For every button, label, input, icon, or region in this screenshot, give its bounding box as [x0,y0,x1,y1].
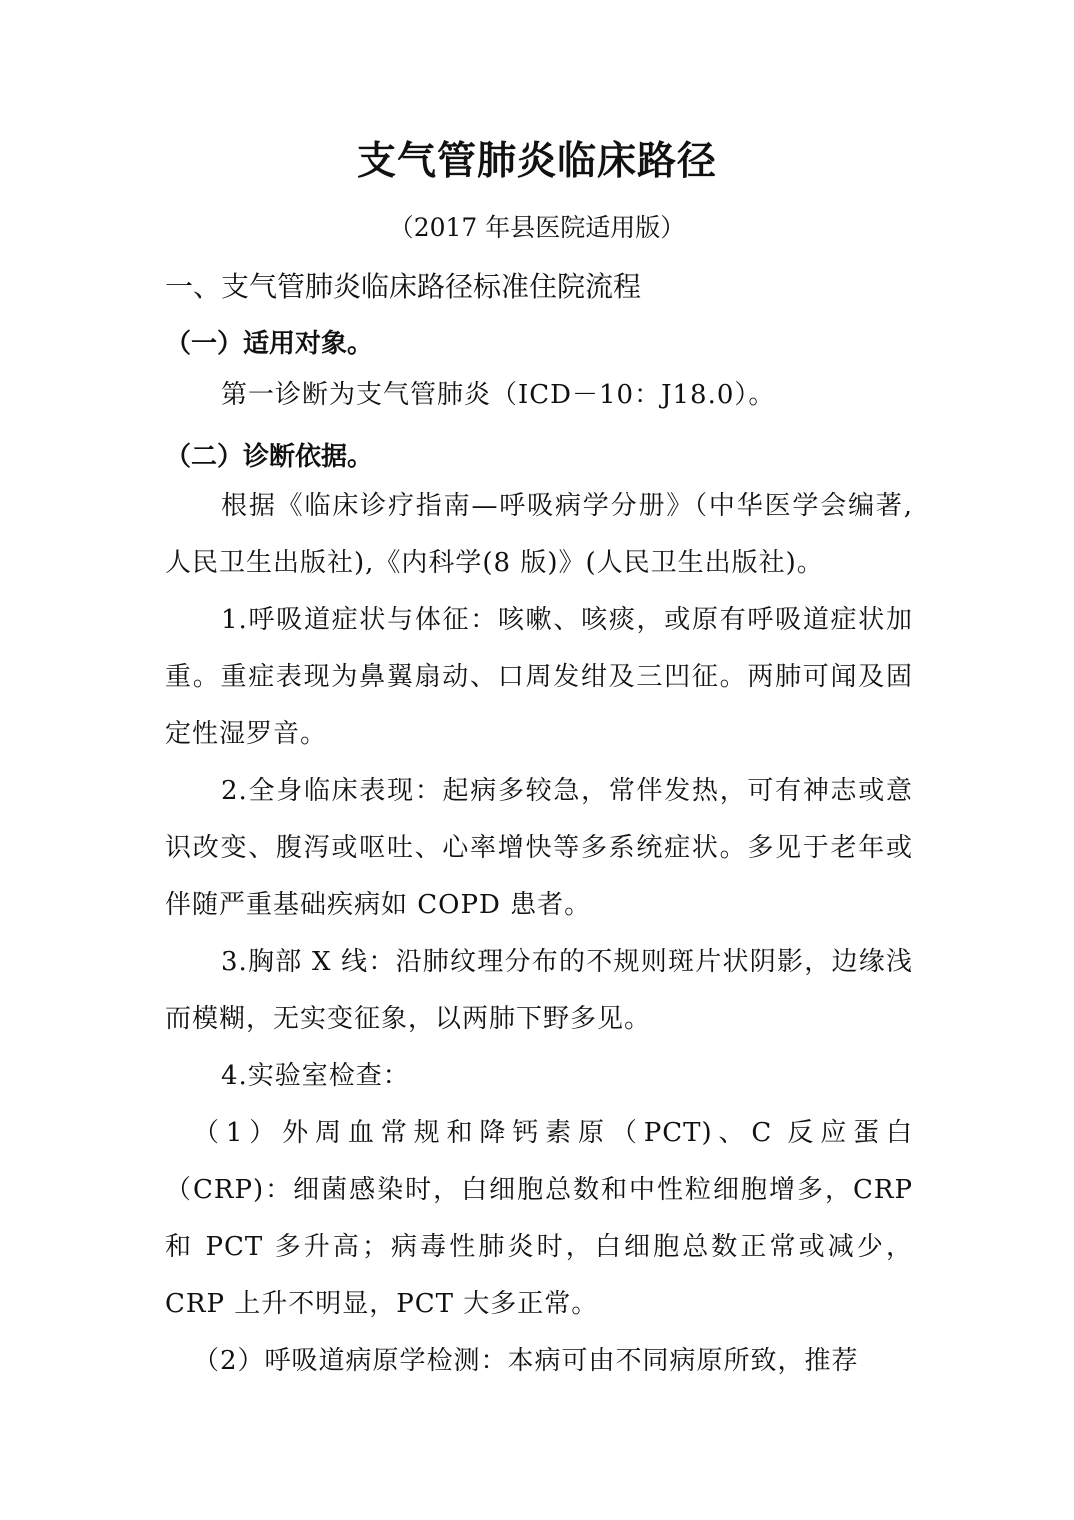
diagnosis-item-4-2: （2）呼吸道病原学检测：本病可由不同病原所致，推荐 [193,1346,859,1376]
diagnosis-item-4: 4.实验室检查： [221,1061,410,1091]
section-heading-1: 一、支气管肺炎临床路径标准住院流程 [165,270,642,303]
subsection-heading-diagnosis: （二）诊断依据。 [165,442,374,472]
diagnosis-item-1: 1.呼吸道症状与体征：咳嗽、咳痰，或原有呼吸道症状加重。重症表现为鼻翼扇动、口周发绀及三凹征。两肺可闻及固定性湿罗音。 [165,605,913,749]
diagnosis-item-4-1: （1）外周血常规和降钙素原（PCT)、C 反应蛋白（CRP)：细菌感染时，白细胞总数和中性粒细胞增多，CRP 和 PCT 多升高；病毒性肺炎时，白细胞总数正常或减少，CRP 上升不明显，PCT 大多正常。 [165,1118,913,1319]
diagnosis-body [165,478,913,1390]
subsection-heading-applicable: （一）适用对象。 [165,329,374,359]
diagnosis-item-3: 3.胸部 X 线：沿肺纹理分布的不规则斑片状阴影，边缘浅而模糊，无实变征象，以两肺下野多见。 [165,947,913,1034]
document-title: 支气管肺炎临床路径 [356,139,717,184]
paragraph-applicable [165,367,913,424]
applicable-text: 第一诊断为支气管肺炎（ICD－10：J18.0）。 [221,380,776,410]
document-subtitle: （2017 年县医院适用版） [388,213,686,242]
diagnosis-item-2: 2.全身临床表现：起病多较急，常伴发热，可有神志或意识改变、腹泻或呕吐、心率增快等多系统症状。多见于老年或伴随严重基础疾病如 COPD 患者。 [165,776,913,920]
diagnosis-intro: 根据《临床诊疗指南—呼吸病学分册》（中华医学会编著,人民卫生出版社),《内科学(8 版)》(人民卫生出版社)。 [165,491,913,578]
